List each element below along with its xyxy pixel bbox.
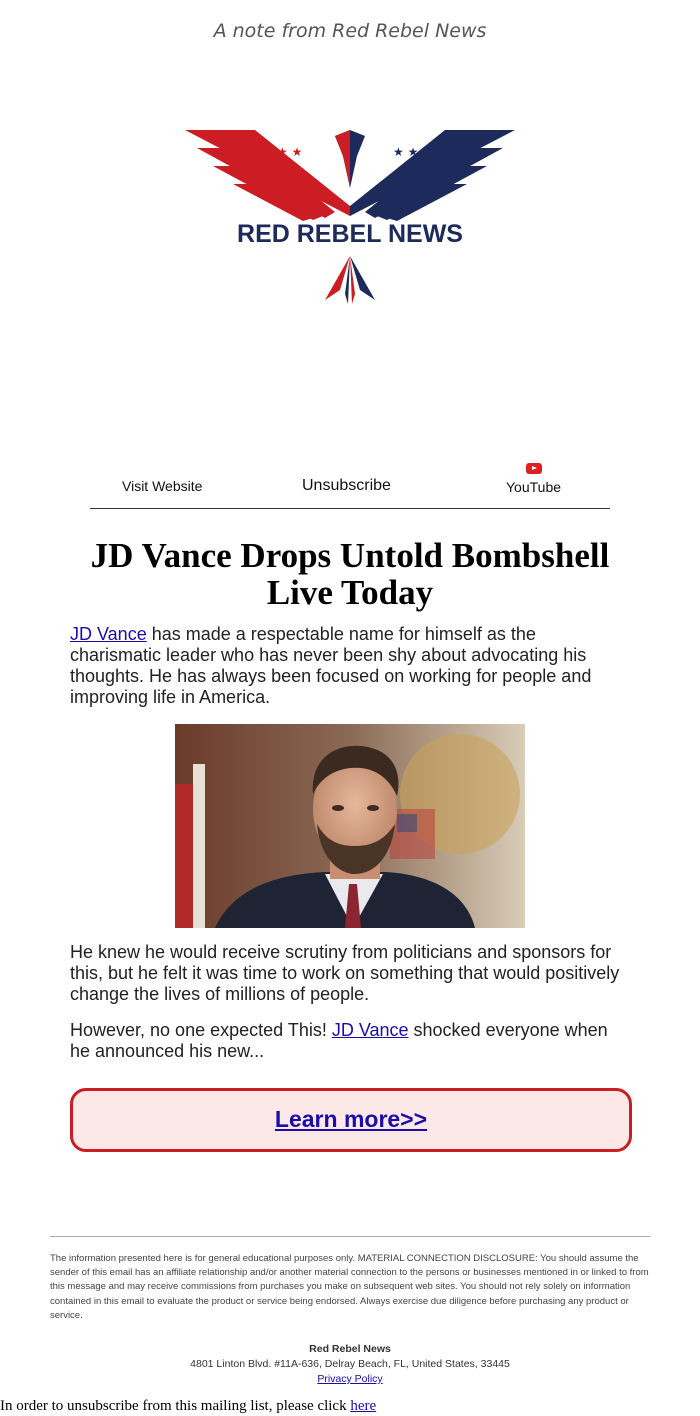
top-nav xyxy=(90,458,610,509)
header-note: A note from Red Rebel News xyxy=(213,20,487,42)
eagle-logo-icon xyxy=(185,128,515,308)
footer-divider xyxy=(50,1236,650,1237)
jd-vance-link[interactable]: JD Vance xyxy=(70,624,147,644)
red-rebel-news-logo xyxy=(185,128,515,308)
svg-text:★ ★: ★ ★ xyxy=(277,145,303,159)
unsubscribe-line-text: In order to unsubscribe from this mailing list, please click xyxy=(0,1398,351,1414)
paragraph-teaser xyxy=(70,1020,630,1062)
disclaimer-text: The information presented here is for general educational purposes only. MATERIAL CONNECTION DISCLOSURE: You should assume the sender of this email has an affiliate relationship and/or another material connection to the persons or businesses mentioned in or linked to from this message and may receive commissions from purchases you make on subsequent web sites. You should not rely solely on information contained in this email to evaluate the product or service being endorsed. Always exercise due diligence before purchasing any product or service. xyxy=(50,1253,649,1321)
unsubscribe-link[interactable]: Unsubscribe xyxy=(302,477,391,494)
unsubscribe-here-link[interactable]: here xyxy=(350,1398,377,1414)
portrait-image xyxy=(175,724,525,928)
paragraph-intro xyxy=(70,624,630,708)
visit-website-link[interactable]: Visit Website xyxy=(122,478,203,494)
unsubscribe-line xyxy=(0,1398,700,1415)
company-name: Red Rebel News xyxy=(309,1343,391,1355)
paragraph-teaser-before: However, no one expected This! xyxy=(70,1020,332,1040)
paragraph-scrutiny: He knew he would receive scrutiny from politicians and sponsors for this, but he felt it was time to work on something that would positively change the lives of millions of people. xyxy=(70,942,620,1004)
company-address: 4801 Linton Blvd. #11A-636, Delray Beach, FL, United States, 33445 xyxy=(190,1358,510,1370)
privacy-policy-link[interactable]: Privacy Policy xyxy=(317,1373,383,1385)
article-photo[interactable] xyxy=(175,724,525,928)
article-headline: JD Vance Drops Untold Bombshell Live Today xyxy=(90,536,610,612)
svg-text:★ ★: ★ ★ xyxy=(393,145,419,159)
youtube-link[interactable]: YouTube xyxy=(506,479,562,495)
paragraph-intro-text: has made a respectable name for himself as the charismatic leader who has never been shy about advocating his thoughts. He has always been focused on working for people and improving life in America. xyxy=(70,624,592,707)
learn-more-button[interactable]: Learn more>> xyxy=(274,1106,428,1132)
learn-more-box[interactable] xyxy=(70,1088,632,1152)
youtube-icon[interactable] xyxy=(526,463,542,474)
paragraph-teaser-after: shocked everyone when he announced his new... xyxy=(70,1020,608,1061)
privacy-policy xyxy=(0,1373,700,1385)
jd-vance-link-2[interactable]: JD Vance xyxy=(331,1020,409,1040)
logo-wordmark: RED REBEL NEWS xyxy=(237,220,463,248)
